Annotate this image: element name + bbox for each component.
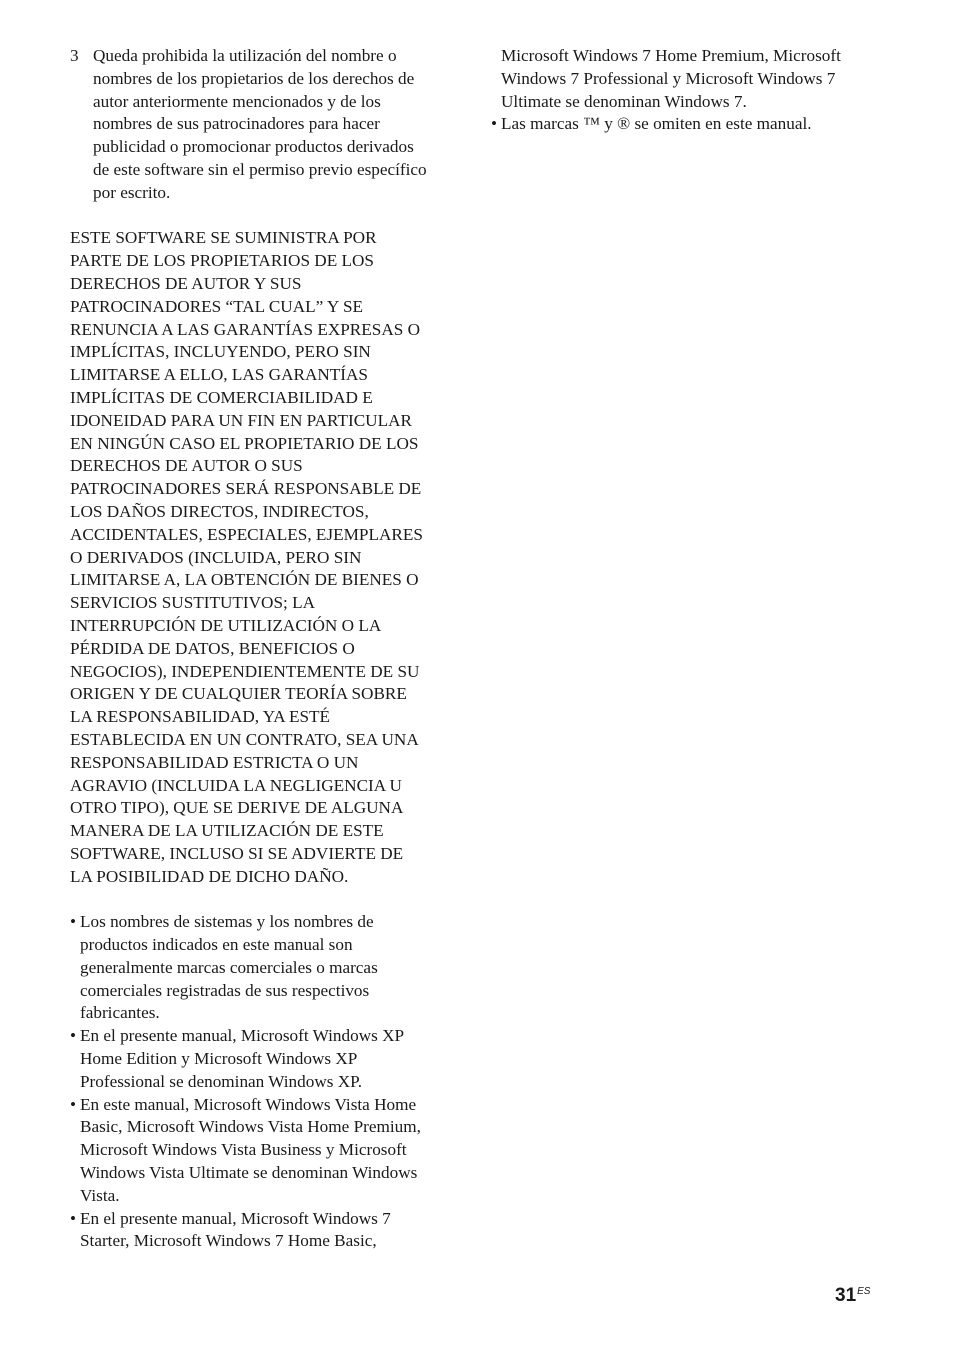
text-line: MANERA DE LA UTILIZACIÓN DE ESTE (70, 821, 384, 841)
text-line: DERECHOS DE AUTOR Y SUS (70, 273, 302, 293)
text-line: por escrito. (93, 182, 171, 202)
text-line: O DERIVADOS (INCLUIDA, PERO SIN (70, 547, 362, 567)
list-item (70, 1025, 450, 1093)
text-line: SERVICIOS SUSTITUTIVOS; LA (70, 593, 315, 613)
text-line: AGRAVIO (INCLUIDA LA NEGLIGENCIA U (70, 775, 402, 795)
text-line: LIMITARSE A ELLO, LAS GARANTÍAS (70, 365, 368, 385)
bullet-icon: • (70, 1026, 77, 1046)
text-line: RENUNCIA A LAS GARANTÍAS EXPRESAS O (70, 319, 421, 339)
right-column (491, 45, 881, 136)
item-number: 3 (70, 46, 79, 65)
text-line: INTERRUPCIÓN DE UTILIZACIÓN O LA (70, 615, 382, 635)
text-line: nombres de sus patrocinadores para hacer (93, 114, 380, 134)
text-line: Queda prohibida la utilización del nombre o (93, 46, 397, 65)
text-line: NEGOCIOS), INDEPENDIENTEMENTE DE SU (70, 661, 420, 681)
text-line: generalmente marcas comerciales o marcas (80, 957, 378, 977)
text-line: RESPONSABILIDAD ESTRICTA O UN (70, 752, 359, 772)
text-line: Microsoft Windows 7 Home Premium, Microsoft (501, 46, 841, 65)
list-item (70, 911, 450, 1025)
text-line: IMPLÍCITAS, INCLUYENDO, PERO SIN (70, 342, 371, 362)
list-item (70, 1094, 450, 1208)
text-line: IDONEIDAD PARA UN FIN EN PARTICULAR (70, 410, 412, 430)
text-line: PATROCINADORES SERÁ RESPONSABLE DE (70, 479, 422, 499)
numbered-item-3 (70, 45, 450, 205)
text-line: En el presente manual, Microsoft Windows 7 (80, 1208, 391, 1228)
bullet-icon: • (491, 114, 498, 134)
text-line: SOFTWARE, INCLUSO SI SE ADVIERTE DE (70, 843, 404, 863)
text-line: LA POSIBILIDAD DE DICHO DAÑO. (70, 866, 349, 886)
language-code: ES (857, 1286, 871, 1297)
text-line: En el presente manual, Microsoft Windows XP (80, 1026, 405, 1046)
text-line: fabricantes. (80, 1003, 160, 1023)
numbered-item-text (93, 45, 450, 205)
text-line: Las marcas ™ y ® se omiten en este manual. (501, 114, 812, 134)
text-line: Windows 7 Professional y Microsoft Windows 7 (501, 68, 836, 88)
text-line: DERECHOS DE AUTOR O SUS (70, 456, 303, 476)
text-line: ESTABLECIDA EN UN CONTRATO, SEA UNA (70, 729, 419, 749)
disclaimer-paragraph (70, 227, 450, 888)
text-line: Vista. (80, 1185, 120, 1205)
text-line: Professional se denominan Windows XP. (80, 1071, 363, 1091)
list-item (70, 1208, 450, 1254)
text-line: productos indicados en este manual son (80, 935, 353, 955)
text-line: EN NINGÚN CASO EL PROPIETARIO DE LOS (70, 433, 419, 453)
bullet-icon: • (70, 1208, 77, 1228)
paragraph-gap (70, 205, 450, 228)
bullet-icon: • (70, 912, 77, 932)
text-line: ESTE SOFTWARE SE SUMINISTRA POR (70, 228, 377, 248)
text-line: PARTE DE LOS PROPIETARIOS DE LOS (70, 251, 374, 271)
trademark-bullet-list (70, 911, 450, 1253)
page-number-value: 31 (835, 1285, 857, 1306)
text-line: autor anteriormente mencionados y de los (93, 91, 381, 111)
text-line: publicidad o promocionar productos derivados (93, 137, 414, 157)
text-line: En este manual, Microsoft Windows Vista Home (80, 1094, 417, 1114)
text-line: LIMITARSE A, LA OBTENCIÓN DE BIENES O (70, 570, 419, 590)
text-line: LA RESPONSABILIDAD, YA ESTÉ (70, 707, 331, 727)
left-column (70, 45, 450, 1253)
text-line: Starter, Microsoft Windows 7 Home Basic, (80, 1231, 377, 1251)
text-line: OTRO TIPO), QUE SE DERIVE DE ALGUNA (70, 798, 404, 818)
text-line: Basic, Microsoft Windows Vista Home Premium, (80, 1117, 421, 1137)
page-number (835, 1280, 870, 1308)
bullet-icon: • (70, 1094, 77, 1114)
text-line: ORIGEN Y DE CUALQUIER TEORÍA SOBRE (70, 684, 407, 704)
text-line: PATROCINADORES “TAL CUAL” Y SE (70, 296, 364, 316)
text-line: comerciales registradas de sus respectivos (80, 980, 370, 1000)
text-line: nombres de los propietarios de los derechos de (93, 68, 415, 88)
text-line: Los nombres de sistemas y los nombres de (80, 912, 374, 932)
paragraph-gap (70, 888, 450, 911)
text-line: LOS DAÑOS DIRECTOS, INDIRECTOS, (70, 501, 369, 521)
text-line: Home Edition y Microsoft Windows XP (80, 1049, 358, 1069)
text-line: PÉRDIDA DE DATOS, BENEFICIOS O (70, 638, 355, 658)
text-line: de este software sin el permiso previo específico (93, 159, 427, 179)
text-line: Ultimate se denominan Windows 7. (501, 91, 747, 111)
list-item (491, 113, 881, 136)
text-line: Windows Vista Ultimate se denominan Windows (80, 1163, 418, 1183)
text-line: Microsoft Windows Vista Business y Microsoft (80, 1140, 407, 1160)
text-line: IMPLÍCITAS DE COMERCIABILIDAD E (70, 387, 373, 407)
text-line: ACCIDENTALES, ESPECIALES, EJEMPLARES (70, 524, 423, 544)
bullet-continuation (491, 45, 881, 113)
trademark-bullet-list-continued (491, 113, 881, 136)
